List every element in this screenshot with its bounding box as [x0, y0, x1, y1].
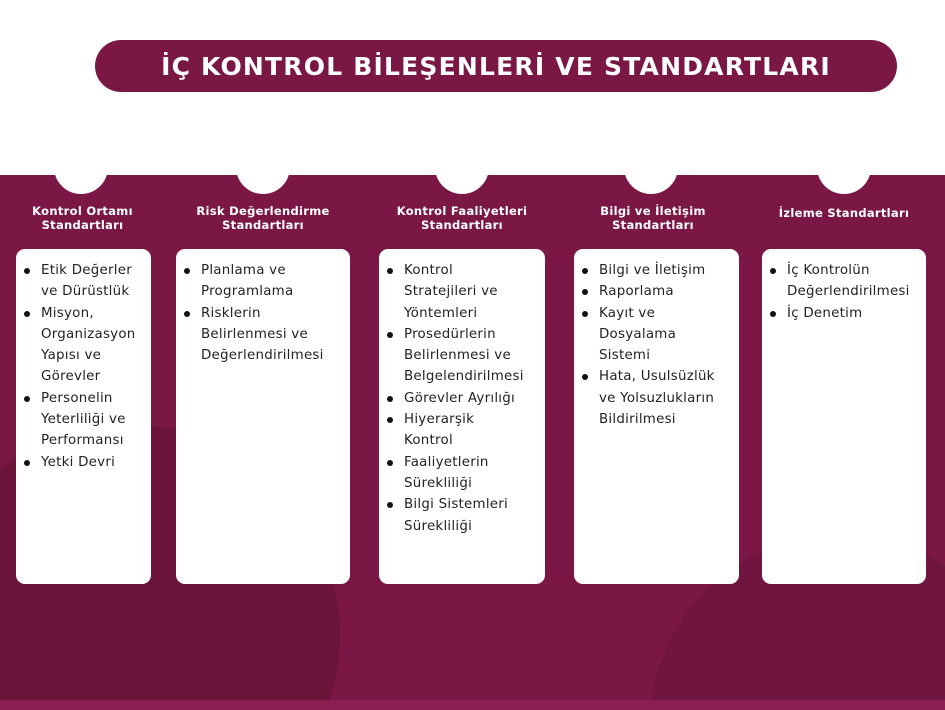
bullet-icon	[24, 460, 30, 466]
item-line: Hiyerarşik	[404, 412, 475, 428]
heading-line: Standartları	[612, 218, 694, 232]
bullet-icon	[24, 268, 30, 274]
item-line: Görevler Ayrılığı	[404, 390, 515, 406]
list-item	[383, 388, 539, 409]
column-heading	[762, 206, 926, 220]
item-line: Raporlama	[599, 284, 674, 300]
list-item	[578, 260, 733, 281]
item-line: Belirlenmesi ve	[404, 348, 511, 364]
item-line: Risklerin	[201, 305, 261, 321]
item-line: Bilgi Sistemleri	[404, 497, 509, 513]
item-line: Stratejileri ve	[404, 284, 498, 300]
item-line: Sürekliliği	[404, 475, 473, 491]
item-line: Sistemi	[599, 348, 651, 364]
card-kontrol-ortami	[16, 249, 151, 584]
item-line: Yöntemleri	[404, 305, 478, 321]
item-line: Yetki Devri	[41, 454, 116, 470]
item-line: Yapısı ve	[41, 348, 102, 364]
column-heading	[374, 204, 550, 232]
item-line: Performansı	[41, 433, 124, 449]
item-line: Etik Değerler	[41, 263, 132, 278]
list-item	[383, 260, 539, 324]
item-line: Belirlenmesi ve	[201, 326, 308, 342]
heading-line: Kontrol Ortamı	[32, 204, 133, 218]
card-bilgi-iletisim	[574, 249, 739, 584]
list-item	[20, 303, 145, 388]
item-line: Kayıt ve	[599, 305, 656, 321]
list-item	[766, 260, 920, 303]
item-line: İç Denetim	[787, 305, 863, 321]
list-item	[383, 494, 539, 537]
item-line: ve Yolsuzlukların	[599, 390, 715, 406]
item-line: Sürekliliği	[404, 518, 473, 534]
bottom-strip	[0, 700, 945, 710]
bullet-icon	[582, 311, 588, 317]
heading-line: Kontrol Faaliyetleri	[396, 204, 528, 218]
item-line: Yeterliliği ve	[41, 412, 126, 428]
list-item	[180, 260, 344, 303]
column-heading	[176, 204, 350, 232]
item-line: Misyon,	[41, 305, 94, 321]
list-item	[383, 409, 539, 452]
list-item	[578, 281, 733, 302]
bullet-icon	[24, 311, 30, 317]
column-notch	[435, 140, 489, 194]
column-notch	[54, 140, 108, 194]
item-line: Değerlendirilmesi	[787, 284, 910, 300]
item-line: Kontrol	[404, 263, 453, 278]
list-item	[578, 303, 733, 367]
list-item	[383, 452, 539, 495]
card-kontrol-faaliyetleri	[379, 249, 545, 584]
item-line: Hata, Usulsüzlük	[599, 369, 715, 385]
item-line: Bildirilmesi	[599, 412, 676, 428]
bullet-icon	[387, 268, 393, 274]
item-line: Belgelendirilmesi	[404, 369, 524, 385]
item-line: Prosedürlerin	[404, 326, 496, 342]
title-banner	[95, 40, 897, 92]
column-notch	[624, 140, 678, 194]
item-line: Kontrol	[404, 433, 453, 449]
column-heading	[10, 204, 155, 232]
item-line: Dosyalama	[599, 326, 677, 342]
bullet-icon	[387, 460, 393, 466]
bullet-icon	[582, 268, 588, 274]
bullet-icon	[387, 417, 393, 423]
bullet-icon	[184, 268, 190, 274]
bullet-icon	[770, 311, 776, 317]
item-line: Programlama	[201, 284, 294, 300]
card-risk-degerlendirme	[176, 249, 350, 584]
page-title: İÇ KONTROL BİLEŞENLERİ VE STANDARTLARI	[161, 51, 831, 81]
list-item	[578, 366, 733, 430]
list-item	[20, 452, 145, 473]
item-line: Organizasyon	[41, 326, 136, 342]
heading-line: Standartları	[41, 218, 124, 232]
item-line: Planlama ve	[201, 263, 286, 278]
bullet-icon	[387, 502, 393, 508]
bullet-icon	[184, 311, 190, 317]
bullet-icon	[582, 374, 588, 380]
bullet-icon	[582, 289, 588, 295]
column-notch	[817, 140, 871, 194]
list-item	[20, 388, 145, 452]
item-line: İç Kontrolün	[787, 263, 870, 278]
heading-line: İzleme Standartları	[778, 206, 910, 220]
item-line: Bilgi ve İletişim	[599, 263, 706, 278]
bullet-icon	[24, 396, 30, 402]
item-line: Değerlendirilmesi	[201, 348, 324, 364]
list-item	[383, 324, 539, 388]
list-item	[20, 260, 145, 303]
list-item	[766, 303, 920, 324]
bullet-icon	[387, 396, 393, 402]
card-izleme	[762, 249, 926, 584]
heading-line: Bilgi ve İletişim	[600, 204, 706, 218]
column-heading	[568, 204, 738, 232]
heading-line: Risk Değerlendirme	[196, 204, 330, 218]
item-line: ve Dürüstlük	[41, 284, 130, 300]
bullet-icon	[770, 268, 776, 274]
column-notch	[236, 140, 290, 194]
bullet-icon	[387, 332, 393, 338]
heading-line: Standartları	[222, 218, 304, 232]
item-line: Görevler	[41, 369, 101, 385]
item-line: Faaliyetlerin	[404, 454, 489, 470]
item-line: Personelin	[41, 390, 113, 406]
list-item	[180, 303, 344, 367]
heading-line: Standartları	[421, 218, 503, 232]
